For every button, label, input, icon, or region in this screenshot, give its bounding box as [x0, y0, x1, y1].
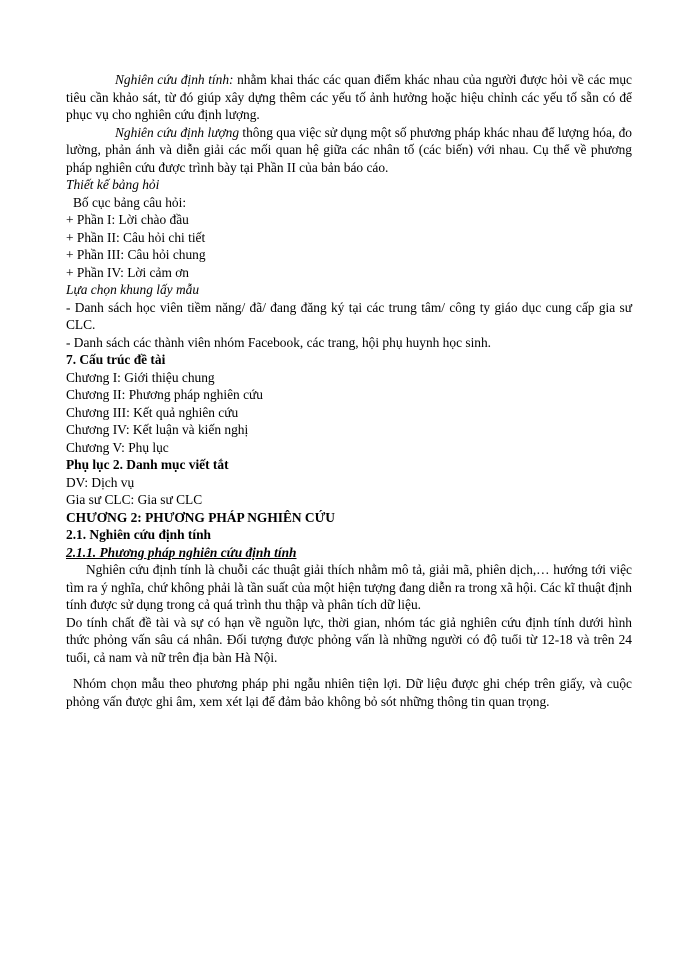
list-item: - Danh sách học viên tiềm năng/ đã/ đang đăng ký tại các trung tâm/ công ty giáo dục cung cấp gia sư CLC.: [66, 299, 632, 332]
document-body: [66, 71, 632, 710]
list-item: Chương V: Phụ lục: [66, 439, 169, 455]
list-item: + Phần I: Lời chào đầu: [66, 212, 189, 227]
list-item: + Phần IV: Lời cảm ơn: [66, 264, 189, 280]
list-item: + Phần II: Câu hỏi chi tiết: [66, 229, 206, 245]
paragraph-spacer: [66, 666, 632, 675]
paragraph-sampling-method: Nhóm chọn mẫu theo phương pháp phi ngẫu nhiên tiện lợi. Dữ liệu được ghi chép trên giấy, và cuộc phỏng vấn được ghi âm, xem xét lại để đảm bảo không bỏ sót những thông tin quan trọng.: [66, 676, 632, 709]
heading-questionnaire-design: Thiết kế bảng hỏi: [66, 177, 160, 192]
list-item: DV: Dịch vụ: [66, 474, 135, 490]
questionnaire-layout-intro: Bố cục bảng câu hỏi:: [73, 194, 187, 210]
heading-thesis-structure: 7. Cấu trúc đề tài: [66, 352, 166, 367]
list-item: Chương IV: Kết luận và kiến nghị: [66, 422, 249, 437]
term-quantitative: Nghiên cứu định lượng: [115, 124, 240, 140]
list-item: Chương III: Kết quả nghiên cứu: [66, 404, 239, 420]
term-qualitative: Nghiên cứu định tính:: [115, 72, 234, 87]
paragraph-qualitative-definition: [66, 71, 632, 124]
heading-sampling-frame: Lựa chọn khung lấy mẫu: [66, 282, 200, 297]
list-item: Chương I: Giới thiệu chung: [66, 369, 215, 385]
heading-section-2-1-1: 2.1.1. Phương pháp nghiên cứu định tính: [66, 544, 297, 560]
paragraph-qualitative-method: Nghiên cứu định tính là chuỗi các thuật giải thích nhằm mô tả, giải mã, phiên dịch,… hướng tới việc tìm ra ý nghĩa, chứ không phải là tần suất của một hiện tượng đang diễn ra trong xã hội. Các kĩ thuật định tính được sử dụng trong cả quá trình thu thập và phân tích dữ liệu.: [66, 562, 632, 612]
paragraph-interview-scope: Do tính chất đề tài và sự có hạn về nguồn lực, thời gian, nhóm tác giả nghiên cứu định tính dưới hình thức phỏng vấn sâu cá nhân. Đối tượng được phỏng vấn là những người có độ tuổi từ 12-18 và trên 24 tuổi, cả nam và nữ trên địa bàn Hà Nội.: [66, 614, 632, 665]
heading-chapter-2: CHƯƠNG 2: PHƯƠNG PHÁP NGHIÊN CỨU: [66, 509, 335, 525]
heading-abbreviations: Phụ lục 2. Danh mục viết tắt: [66, 457, 229, 472]
paragraph-quantitative-definition: [66, 124, 632, 177]
list-item: - Danh sách các thành viên nhóm Facebook, các trang, hội phụ huynh học sinh.: [66, 334, 492, 350]
list-item: Gia sư CLC: Gia sư CLC: [66, 492, 203, 507]
list-item: Chương II: Phương pháp nghiên cứu: [66, 387, 263, 402]
list-item: + Phần III: Câu hỏi chung: [66, 247, 206, 262]
paragraph-text: thông qua việc sử dụng một số phương pháp khác nhau để lượng hóa, đo lường, phản ánh và diễn giải các mối quan hệ giữa các nhân tố (các biến) với nhau. Cụ thể về phương pháp nghiên cứu được trình bày tại Phần II của bản báo cáo.: [66, 124, 633, 175]
heading-section-2-1: 2.1. Nghiên cứu định tính: [66, 527, 211, 542]
paragraph-text: nhằm khai thác các quan điểm khác nhau của người được hỏi về các mục tiêu cần khảo sát, từ đó giúp xây dựng thêm các yếu tố ảnh hưởng hoặc hiệu chỉnh các yếu tố sẵn có để phục vụ cho nghiên cứu định lượng.: [66, 72, 632, 122]
